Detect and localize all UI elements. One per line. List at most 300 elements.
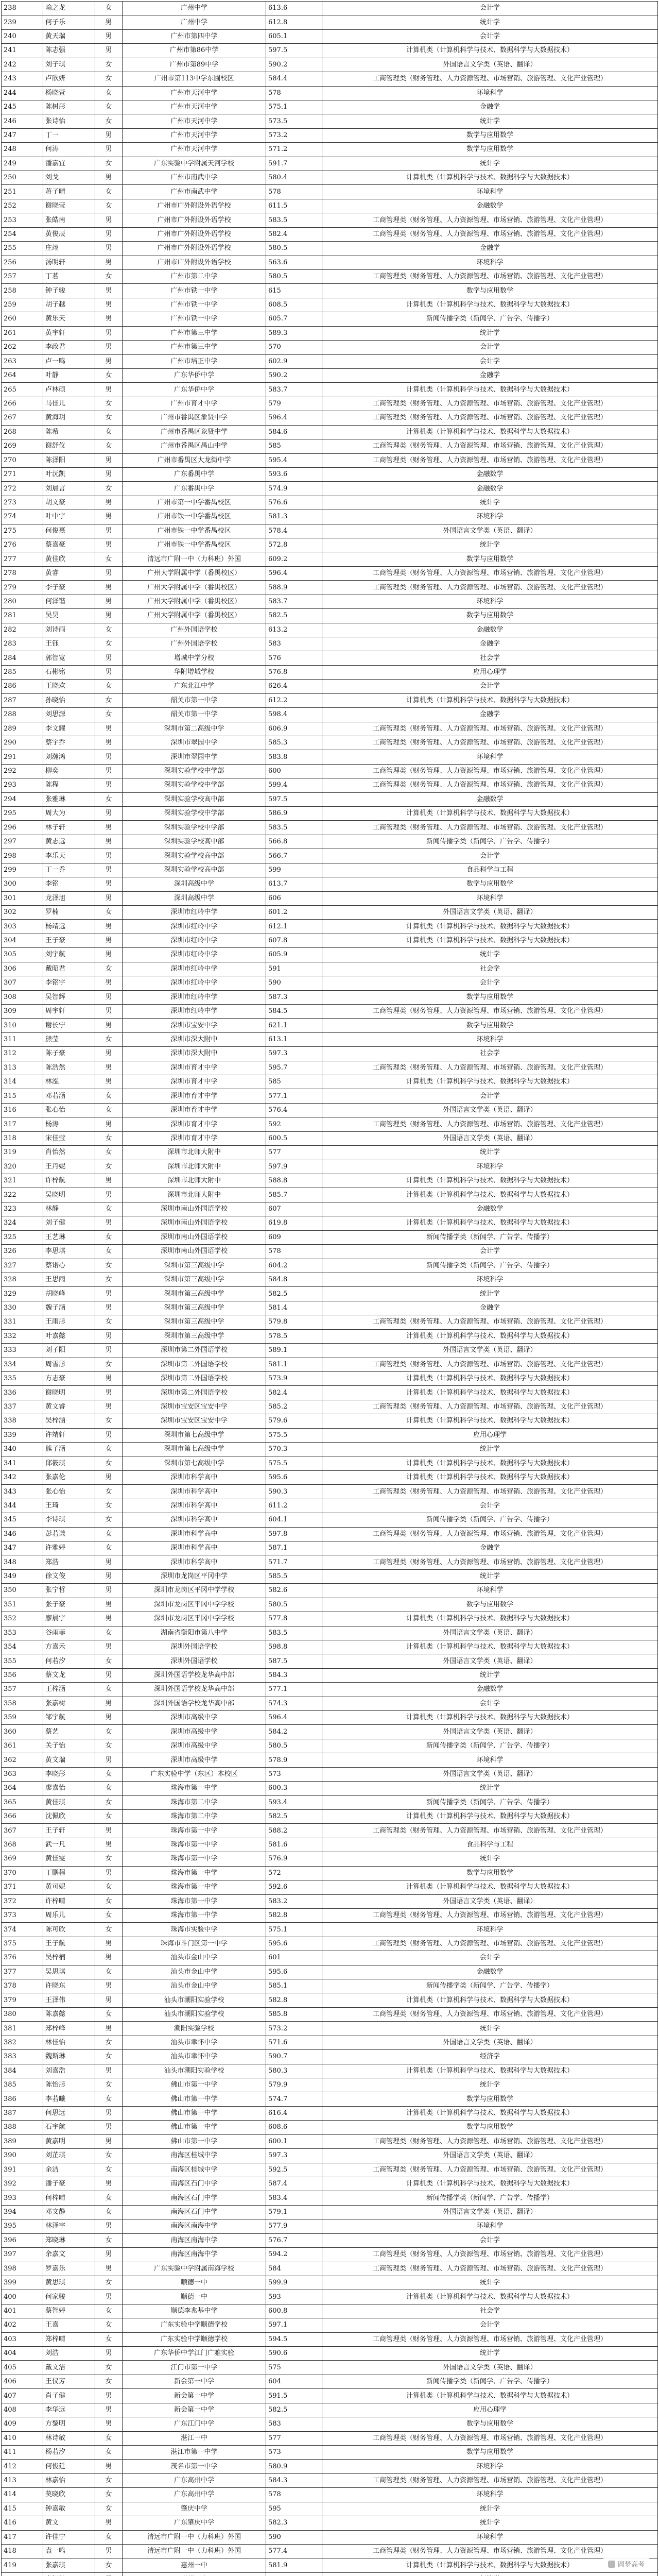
- student-name: 张诗怡: [43, 114, 95, 128]
- exam-score: 576.7: [266, 2233, 322, 2247]
- school-name: 广州外国语学校: [123, 637, 266, 651]
- table-row: [2, 693, 658, 707]
- row-number: 247: [2, 128, 43, 142]
- row-number: 414: [2, 2488, 43, 2502]
- gender: 男: [95, 171, 123, 185]
- gender: 男: [95, 595, 123, 608]
- row-number: 282: [2, 623, 43, 637]
- gender: 男: [95, 326, 123, 340]
- school-name: 广州市铁一中学番禺校区: [123, 538, 266, 552]
- exam-score: 583.8: [266, 750, 322, 764]
- exam-score: 594.5: [266, 2332, 322, 2346]
- gender: 男: [95, 1598, 123, 1612]
- school-name: 深圳市育才中学: [123, 1089, 266, 1103]
- table-row: [2, 2347, 658, 2361]
- admitted-major: 经济学: [322, 2050, 658, 2064]
- exam-score: 590.7: [266, 2050, 322, 2064]
- exam-score: 600.5: [266, 1131, 322, 1145]
- exam-score: 581.1: [266, 1358, 322, 1371]
- row-number: 371: [2, 1880, 43, 1894]
- student-name: 林泓: [43, 1075, 95, 1089]
- gender: 女: [95, 1626, 123, 1640]
- gender: 男: [95, 1344, 123, 1358]
- student-name: 王嘉: [43, 2318, 95, 2332]
- exam-score: 581.3: [266, 510, 322, 524]
- exam-score: 574.3: [266, 1697, 322, 1710]
- student-name: 蔡文龙: [43, 1668, 95, 1682]
- exam-score: 594.2: [266, 2248, 322, 2262]
- student-name: 王子轩: [43, 1824, 95, 1838]
- gender: 男: [95, 934, 123, 947]
- admitted-major: 工商管理类（财务管理、人力资源管理、市场营销、旅游管理、文化产业管理）: [322, 566, 658, 580]
- admitted-major: 统计学: [322, 1146, 658, 1160]
- student-name: 卢欣妍: [43, 72, 95, 86]
- gender: 女: [95, 1230, 123, 1244]
- exam-score: 573: [266, 1767, 322, 1781]
- gender: 女: [95, 2191, 123, 2205]
- exam-score: 600.8: [266, 2304, 322, 2318]
- school-name: 佛山市第一中学: [123, 2106, 266, 2120]
- gender: 女: [95, 1654, 123, 1668]
- student-name: 黄佳琪: [43, 1795, 95, 1809]
- exam-score: 613.6: [266, 2, 322, 15]
- school-name: 广州市第86中学: [123, 44, 266, 58]
- table-row: [2, 1174, 658, 1188]
- exam-score: 596.4: [266, 411, 322, 425]
- exam-score: 612.1: [266, 920, 322, 934]
- row-number: 281: [2, 609, 43, 623]
- exam-score: 576: [266, 651, 322, 665]
- table-row: [2, 1131, 658, 1145]
- exam-score: 604.2: [266, 1259, 322, 1273]
- exam-score: 578.5: [266, 1329, 322, 1343]
- student-name: 胡文豪: [43, 496, 95, 510]
- row-number: 338: [2, 1414, 43, 1428]
- student-name: 钟子骏: [43, 284, 95, 298]
- gender: 女: [95, 482, 123, 496]
- gender: 男: [95, 312, 123, 326]
- gender: 男: [95, 722, 123, 736]
- table-row: [2, 29, 658, 43]
- school-name: 珠海市第一中学: [123, 1880, 266, 1894]
- student-name: 张子豪: [43, 1598, 95, 1612]
- school-name: 深圳市龙岗区平冈中学学校: [123, 1584, 266, 1598]
- admitted-major: 计算机类（计算机科学与技术、数据科学与大数据技术）: [322, 383, 658, 397]
- watermark-text: 圆梦高考: [617, 2561, 645, 2569]
- gender: 女: [95, 86, 123, 100]
- admitted-major: 工商管理类（财务管理、人力资源管理、市场营销、旅游管理、文化产业管理）: [322, 1315, 658, 1329]
- student-name: 陈可欣: [43, 1923, 95, 1937]
- student-name: 黄可妮: [43, 1880, 95, 1894]
- table-row: [2, 143, 658, 157]
- exam-score: 597.1: [266, 2318, 322, 2332]
- admitted-major: 计算机类（计算机科学与技术、数据科学与大数据技术）: [322, 1075, 658, 1089]
- table-row: [2, 1725, 658, 1739]
- gender: 男: [95, 651, 123, 665]
- school-name: 深圳市红岭中学: [123, 934, 266, 947]
- school-name: 深圳市深大附中: [123, 1032, 266, 1046]
- student-name: 廖嘉怡: [43, 1782, 95, 1795]
- school-name: 深圳市高级中学: [123, 1711, 266, 1725]
- exam-score: 573.9: [266, 1371, 322, 1385]
- exam-score: 599.4: [266, 778, 322, 792]
- student-name: 谷雨菲: [43, 1626, 95, 1640]
- school-name: 深圳市深大附中: [123, 1047, 266, 1061]
- gender: [95, 2572, 123, 2576]
- school-name: 深圳市红岭中学: [123, 1004, 266, 1018]
- student-name: 王艺琳: [43, 1230, 95, 1244]
- school-name: 深圳市翠园中学: [123, 736, 266, 750]
- gender: 男: [95, 1386, 123, 1400]
- table-row: [2, 1315, 658, 1329]
- row-number: 396: [2, 2233, 43, 2247]
- student-name: 陈怡彤: [43, 2078, 95, 2092]
- row-number: 239: [2, 15, 43, 29]
- admitted-major: 新闻传播学类（新闻学、广告学、传播学）: [322, 1739, 658, 1753]
- table-row: [2, 1428, 658, 1442]
- gender: 女: [95, 157, 123, 171]
- gender: 女: [95, 2502, 123, 2516]
- admitted-major: 社会学: [322, 2304, 658, 2318]
- admitted-major: 应用心理学: [322, 1428, 658, 1442]
- gender: 男: [95, 1866, 123, 1880]
- student-name: 李子豪: [43, 581, 95, 595]
- gender: 女: [95, 693, 123, 707]
- school-name: 广东高州中学: [123, 2473, 266, 2487]
- student-name: 陈浩然: [43, 1061, 95, 1075]
- exam-score: 612.2: [266, 693, 322, 707]
- admitted-major: 计算机类（计算机科学与技术、数据科学与大数据技术）: [322, 2177, 658, 2191]
- row-number: 260: [2, 312, 43, 326]
- table-row: [2, 2064, 658, 2078]
- admitted-major: 食品科学与工程: [322, 863, 658, 877]
- exam-score: 573.2: [266, 2022, 322, 2036]
- gender: 男: [95, 2347, 123, 2361]
- gender: 女: [95, 1160, 123, 1174]
- exam-score: 592: [266, 1117, 322, 1131]
- school-name: 深圳实验学校高中部: [123, 863, 266, 877]
- table-row: [2, 1894, 658, 1908]
- row-number: 323: [2, 1202, 43, 1216]
- row-number: 305: [2, 948, 43, 962]
- admitted-major: 新闻传播学类（新闻学、广告学、传播学）: [322, 835, 658, 849]
- table-row: [2, 1683, 658, 1697]
- gender: 男: [95, 2064, 123, 2078]
- admitted-major: 工商管理类（财务管理、人力资源管理、市场营销、旅游管理、文化产业管理）: [322, 2007, 658, 2021]
- exam-score: 579.6: [266, 1414, 322, 1428]
- exam-score: 597.5: [266, 44, 322, 58]
- gender: 男: [95, 1612, 123, 1626]
- table-row: [2, 1245, 658, 1259]
- table-row: [2, 199, 658, 213]
- school-name: 汕头市潮阳实验学校: [123, 1993, 266, 2007]
- gender: 男: [95, 2248, 123, 2262]
- admitted-major: 社会学: [322, 1047, 658, 1061]
- student-name: 丁鹏程: [43, 1866, 95, 1880]
- row-number: 277: [2, 552, 43, 566]
- gender: 男: [95, 609, 123, 623]
- admitted-major: 工商管理类（财务管理、人力资源管理、市场营销、旅游管理、文化产业管理）: [322, 1061, 658, 1075]
- admitted-major: [322, 2572, 658, 2576]
- gender: 男: [95, 227, 123, 241]
- school-name: 广州市第三中学: [123, 326, 266, 340]
- school-name: 深圳实验学校中学部: [123, 764, 266, 778]
- student-name: 叶中宇: [43, 510, 95, 524]
- row-number: 274: [2, 510, 43, 524]
- exam-score: 571.7: [266, 1555, 322, 1569]
- gender: 男: [95, 538, 123, 552]
- exam-score: 576.6: [266, 496, 322, 510]
- student-name: 刘瀚鸿: [43, 750, 95, 764]
- row-number: 385: [2, 2078, 43, 2092]
- school-name: 珠海市斗门区第一中学: [123, 1937, 266, 1951]
- school-name: 深圳市育才中学: [123, 1103, 266, 1117]
- gender: 男: [95, 453, 123, 467]
- table-row: [2, 341, 658, 354]
- gender: 女: [95, 1965, 123, 1979]
- gender: 男: [95, 284, 123, 298]
- admitted-major: 工商管理类（财务管理、人力资源管理、市场营销、旅游管理、文化产业管理）: [322, 764, 658, 778]
- table-row: [2, 270, 658, 284]
- school-name: 珠海市第一中学: [123, 1894, 266, 1908]
- student-name: 谢晓莹: [43, 199, 95, 213]
- table-row: [2, 524, 658, 538]
- exam-score: 586.9: [266, 807, 322, 821]
- admitted-major: 金融学: [322, 242, 658, 256]
- student-name: 陈志强: [43, 44, 95, 58]
- table-row: [2, 566, 658, 580]
- student-name: 李政君: [43, 341, 95, 354]
- admitted-major: 工商管理类（财务管理、人力资源管理、市场营销、旅游管理、文化产业管理）: [322, 778, 658, 792]
- admitted-major: 外国语言文学类（英语、翻译）: [322, 906, 658, 920]
- admitted-major: 会计学: [322, 976, 658, 990]
- row-number: 357: [2, 1683, 43, 1697]
- exam-score: 572.8: [266, 538, 322, 552]
- gender: 男: [95, 1216, 123, 1230]
- admitted-major: 工商管理类（财务管理、人力资源管理、市场营销、旅游管理、文化产业管理）: [322, 2431, 658, 2445]
- table-row: [2, 1061, 658, 1075]
- student-name: 徐文俊: [43, 1569, 95, 1583]
- student-name: 叶嘉懿: [43, 1329, 95, 1343]
- student-name: 王泽伟: [43, 1993, 95, 2007]
- exam-score: 593.4: [266, 1795, 322, 1809]
- row-number: 266: [2, 397, 43, 411]
- student-name: 何子乐: [43, 15, 95, 29]
- student-name: 林嘉怡: [43, 2473, 95, 2487]
- school-name: 广东高州中学: [123, 2488, 266, 2502]
- exam-score: 605.1: [266, 29, 322, 43]
- school-name: 深圳外国语学校: [123, 1654, 266, 1668]
- exam-score: 580.9: [266, 2460, 322, 2473]
- school-name: 珠海市第二中学: [123, 1795, 266, 1809]
- gender: 女: [95, 1273, 123, 1286]
- gender: 男: [95, 2460, 123, 2473]
- admitted-major: 数学与应用数学: [322, 552, 658, 566]
- admitted-major: 工商管理类（财务管理、人力资源管理、市场营销、旅游管理、文化产业管理）: [322, 1485, 658, 1499]
- school-name: 南海区南海中学: [123, 2219, 266, 2233]
- student-name: 吴昊: [43, 609, 95, 623]
- admitted-major: 计算机类（计算机科学与技术、数据科学与大数据技术）: [322, 807, 658, 821]
- exam-score: 599: [266, 863, 322, 877]
- student-name: 黄嘉明: [43, 2134, 95, 2148]
- table-row: [2, 1612, 658, 1626]
- gender: 男: [95, 976, 123, 990]
- row-number: 356: [2, 1668, 43, 1682]
- student-name: 潘子豪: [43, 2177, 95, 2191]
- exam-score: 590.6: [266, 2347, 322, 2361]
- gender: 男: [95, 1979, 123, 1993]
- admitted-major: 金融数学: [322, 1683, 658, 1697]
- exam-score: 582.8: [266, 1993, 322, 2007]
- school-name: 广州市第三中学: [123, 341, 266, 354]
- exam-score: 579: [266, 397, 322, 411]
- table-row: [2, 242, 658, 256]
- exam-score: 582.5: [266, 609, 322, 623]
- table-row: [2, 227, 658, 241]
- school-name: 广东实验中学顺德学校: [123, 2318, 266, 2332]
- exam-score: 605.7: [266, 312, 322, 326]
- exam-score: 584.6: [266, 425, 322, 439]
- gender: 女: [95, 1894, 123, 1908]
- table-row: [2, 1371, 658, 1385]
- table-row: [2, 1852, 658, 1866]
- school-name: 深圳市北师大附中: [123, 1188, 266, 1202]
- table-row: [2, 1032, 658, 1046]
- table-row: [2, 764, 658, 778]
- exam-score: 626.4: [266, 680, 322, 693]
- exam-score: 580.4: [266, 171, 322, 185]
- school-name: [123, 2572, 266, 2576]
- exam-score: [266, 2572, 322, 2576]
- exam-score: 596.4: [266, 566, 322, 580]
- row-number: 291: [2, 750, 43, 764]
- school-name: 深圳市龙岗区平冈中学学校: [123, 1598, 266, 1612]
- admitted-major: 数学与应用数学: [322, 2417, 658, 2431]
- table-row: [2, 1795, 658, 1809]
- row-number: 257: [2, 270, 43, 284]
- school-name: 广州大学附属中学（番禺校区）: [123, 566, 266, 580]
- admitted-major: 计算机类（计算机科学与技术、数据科学与大数据技术）: [322, 298, 658, 312]
- row-number: 419: [2, 2558, 43, 2572]
- exam-score: 571.2: [266, 143, 322, 157]
- admitted-major: 外国语言文学类（英语、翻译）: [322, 524, 658, 538]
- gender: 男: [95, 1019, 123, 1032]
- row-number: 413: [2, 2473, 43, 2487]
- school-name: 汕头市潮阳实验学校: [123, 2064, 266, 2078]
- admitted-major: 计算机类（计算机科学与技术、数据科学与大数据技术）: [322, 2290, 658, 2304]
- row-number: 389: [2, 2134, 43, 2148]
- admitted-major: 环境科学: [322, 2488, 658, 2502]
- student-name: 石彬铭: [43, 665, 95, 679]
- admitted-major: 工商管理类（财务管理、人力资源管理、市场营销、旅游管理、文化产业管理）: [322, 1527, 658, 1541]
- gender: 女: [95, 1485, 123, 1499]
- exam-score: 576.8: [266, 665, 322, 679]
- school-name: 华附增城学校: [123, 665, 266, 679]
- student-name: 刘浩: [43, 2347, 95, 2361]
- student-name: 何思远: [43, 2106, 95, 2120]
- student-name: 何梓晴: [43, 2191, 95, 2205]
- admitted-major: 会计学: [322, 1499, 658, 1513]
- table-row: [2, 651, 658, 665]
- row-number: 395: [2, 2219, 43, 2233]
- admitted-major: 计算机类（计算机科学与技术、数据科学与大数据技术）: [322, 2064, 658, 2078]
- admitted-major: 外国语言文学类（英语、翻译）: [322, 58, 658, 72]
- gender: 女: [95, 1202, 123, 1216]
- school-name: 广州大学附属中学（番禺校区）: [123, 595, 266, 608]
- school-name: 珠海市第二中学: [123, 1810, 266, 1824]
- table-row: [2, 1640, 658, 1654]
- table-row: [2, 1287, 658, 1301]
- gender: 男: [95, 2417, 123, 2431]
- student-name: 蒋子晴: [43, 185, 95, 199]
- exam-score: 613.7: [266, 877, 322, 891]
- row-number: 336: [2, 1386, 43, 1400]
- school-name: 广州大学附属中学（番禺校区）: [123, 581, 266, 595]
- row-number: 265: [2, 383, 43, 397]
- row-number: 373: [2, 1908, 43, 1922]
- student-name: 林子轩: [43, 821, 95, 835]
- admitted-major: 工商管理类（财务管理、人力资源管理、市场营销、旅游管理、文化产业管理）: [322, 439, 658, 453]
- row-number: 380: [2, 2007, 43, 2021]
- student-name: 肖子健: [43, 2389, 95, 2403]
- exam-score: 613.2: [266, 623, 322, 637]
- admitted-major: 环境科学: [322, 510, 658, 524]
- school-name: 深圳市高级中学: [123, 1753, 266, 1767]
- gender: 女: [95, 962, 123, 976]
- exam-score: 575.5: [266, 1428, 322, 1442]
- school-name: 广州市第89中学: [123, 58, 266, 72]
- exam-score: 577.1: [266, 1683, 322, 1697]
- gender: 男: [95, 581, 123, 595]
- school-name: 深圳市红岭中学: [123, 990, 266, 1004]
- row-number: 407: [2, 2389, 43, 2403]
- admitted-major: 计算机类（计算机科学与技术、数据科学与大数据技术）: [322, 1456, 658, 1470]
- school-name: 深圳市红岭中学: [123, 906, 266, 920]
- admitted-major: 统计学: [322, 2022, 658, 2036]
- student-name: 何涛: [43, 143, 95, 157]
- gender: 男: [95, 341, 123, 354]
- student-name: 王子航: [43, 1937, 95, 1951]
- exam-score: 579.1: [266, 2205, 322, 2219]
- gender: 女: [95, 411, 123, 425]
- table-row: [2, 680, 658, 693]
- admitted-major: 计算机类（计算机科学与技术、数据科学与大数据技术）: [322, 1174, 658, 1188]
- school-name: 广州市铁一中学番禺校区: [123, 524, 266, 538]
- student-name: 蔡艺: [43, 1725, 95, 1739]
- table-row: [2, 2502, 658, 2516]
- table-row: [2, 2460, 658, 2473]
- admitted-major: 金融数学: [322, 1202, 658, 1216]
- school-name: 深圳市北师大附中: [123, 1160, 266, 1174]
- row-number: 339: [2, 1428, 43, 1442]
- table-row: [2, 2417, 658, 2431]
- school-name: 汕头市聿怀中学: [123, 2036, 266, 2049]
- exam-score: 609.2: [266, 552, 322, 566]
- student-name: 张嘉伦: [43, 1470, 95, 1484]
- school-name: 深圳高级中学: [123, 891, 266, 905]
- gender: 男: [95, 1470, 123, 1484]
- exam-score: 606: [266, 891, 322, 905]
- gender: 女: [95, 906, 123, 920]
- exam-score: 615: [266, 284, 322, 298]
- table-row: [2, 453, 658, 467]
- student-name: 宋佳莹: [43, 1131, 95, 1145]
- row-number: 304: [2, 934, 43, 947]
- school-name: 深圳市第七高级中学: [123, 1456, 266, 1470]
- row-number: 252: [2, 199, 43, 213]
- row-number: 409: [2, 2417, 43, 2431]
- table-row: [2, 934, 658, 947]
